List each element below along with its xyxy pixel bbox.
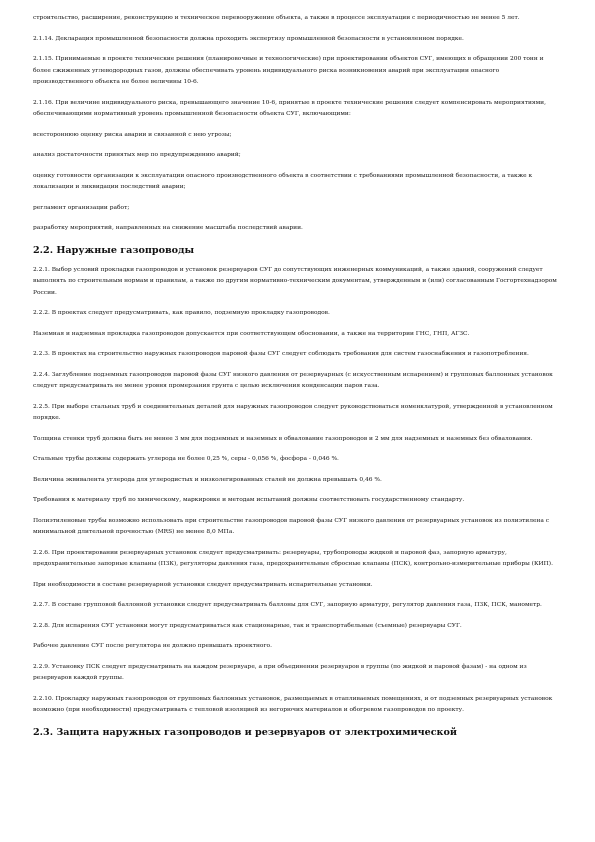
paragraph-2-2-4: 2.2.4. Заглубление подземных газопроводов паровой фазы СУГ низкого давления от резервуарных (с искусственным испарением) и групповых баллонных установок следует предусматривать не менее уровня промерзания грунта с целью исключения конденсации паров газа. [33,371,553,389]
list-item-work-regulation: регламент организации работ; [33,204,130,211]
paragraph-2-2-10: 2.2.10. Прокладку наружных газопроводов от групповых баллонных установок, размещаемых в отапливаемых помещениях, и от подземных резервуарных установок возможно (при необходимости) предусматривать с тепловой изоляцией из негорючих материалов и обогревом газопроводов по проекту. [33,695,553,713]
paragraph-evaporators: При необходимости в составе резервуарной установки следует предусматривать испарительные установки. [33,581,373,588]
paragraph-2-2-5: 2.2.5. При выборе стальных труб и соединительных деталей для наружных газопроводов следует руководствоваться номенклатурой, утвержденной в установленном порядке. [33,403,553,421]
list-item-readiness-assessment: оценку готовности организации к эксплуатации опасного производственного объекта в соответствии с требованиями промышленной безопасности, а также к локализации и ликвидации последствий аварии; [33,172,533,190]
paragraph-2-2-2: 2.2.2. В проектах следует предусматривать, как правило, подземную прокладку газопроводов. [33,310,330,316]
paragraph-wall-thickness: Толщина стенки труб должна быть не менее 3 мм для подземных и наземных в обвалование газопроводов и 2 мм для надземных и наземных без обвалования. [33,435,533,442]
section-heading-2-3: 2.3. Защита наружных газопроводов и резервуаров от электрохимической [33,726,457,738]
paragraph-2-2-1: 2.2.1. Выбор условий прокладки газопроводов и установок резервуаров СУГ до сопутствующих инженерных коммуникаций, а также зданий, сооружений следует выполнять по строительным нормам и правилам, а также по другим нормативно-техническим документам, утвержденным и (или) согласованным Госгортехнадзором России. [33,266,557,296]
paragraph-2-1-15: 2.1.15. Принимаемые в проекте технические решения (планировочные и технологические) при проектировании объектов СУГ, имеющих в обращении 200 тонн и более сжиженных углеводородных газов, должны обеспечивать уровень индивидуального риска возникновения аварий при эксплуатации опасного производственного объекта не более величины 10-6. [33,56,544,85]
paragraph-2-1-13-tail: строительство, расширение, реконструкцию и техническое перевооружение объекта, а также в процессе эксплуатации с периодичностью не менее 5 лет. [33,15,520,21]
paragraph-2-2-7: 2.2.7. В составе групповой баллонной установки следует предусматривать баллоны для СУГ, запорную арматуру, регулятор давления газа, ПЗК, ПСК, манометр. [33,602,542,608]
paragraph-2-2-6: 2.2.6. При проектировании резервуарных установок следует предусматривать: резервуары, трубопроводы жидкой и паровой фаз, запорную арматуру, предохранительные запорные клапаны (ПЗК), регуляторы давления газа, предохранительные сбросные клапаны (ПСК), контрольно-измерительные приборы (КИП). [33,549,553,567]
list-item-consequence-measures: разработку мероприятий, направленных на снижение масштаба последствий аварии. [33,225,303,231]
paragraph-2-2-8: 2.2.8. Для испарения СУГ установки могут предусматриваться как стационарные, так и транспортабельные (съемные) резервуары СУГ. [33,622,462,629]
paragraph-2-1-14: 2.1.14. Декларация промышленной безопасности должна проходить экспертизу промышленной безопасности в установленном порядке. [33,35,464,42]
paragraph-working-pressure: Рабочее давление СУГ после регулятора не должно превышать проектного. [33,643,272,649]
paragraph-2-2-3: 2.2.3. В проектах на строительство наружных газопроводов паровой фазы СУГ следует соблюдать требования для систем газоснабжения и газопотребления. [33,351,529,357]
paragraph-polyethylene-pipes: Полиэтиленовые трубы возможно использовать при строительстве газопроводов паровой фазы СУГ низкого давления от резервуарных установок из полиэтилена с минимальной длительной прочностью (MRS) не менее 8,0 МПа. [33,517,550,535]
list-item-measures-analysis: анализ достаточности принятых мер по предупреждению аварий; [33,152,241,158]
paragraph-material-requirements: Требования к материалу труб по химическому, маркировке и методам испытаний должны соответствовать государственному стандарту. [33,497,465,503]
list-item-risk-assessment: всестороннюю оценку риска аварии и связанной с нею угрозы; [33,131,232,138]
paragraph-2-2-9: 2.2.9. Установку ПСК следует предусматривать на каждом резервуаре, а при объединении резервуаров в группы (по жидкой и паровой фазам) - на одном из резервуаров каждой группы. [33,663,527,681]
paragraph-above-ground-laying: Наземная и надземная прокладка газопроводов допускается при соответствующем обосновании, а также на территории ГНС, ГНП, АГЗС. [33,330,470,337]
paragraph-steel-composition: Стальные трубы должны содержать углерода не более 0,25 %, серы - 0,056 %, фосфора - 0,046 %. [33,456,339,462]
section-2-2-body [33,265,559,717]
paragraph-2-1-16: 2.1.16. При величине индивидуального риска, превышающего значение 10-6, принятые в проекте технические решения следует компенсировать мероприятиями, обеспечивающими нормативный уровень промышленной безопасности объекта СУГ, включающими: [33,99,546,117]
top-paragraphs [33,13,559,235]
section-heading-2-2: 2.2. Наружные газопроводы [33,244,195,256]
paragraph-carbon-equivalent: Величина эквивалента углерода для углеродистых и низколегированных сталей не должна превышать 0,46 %. [33,476,382,483]
